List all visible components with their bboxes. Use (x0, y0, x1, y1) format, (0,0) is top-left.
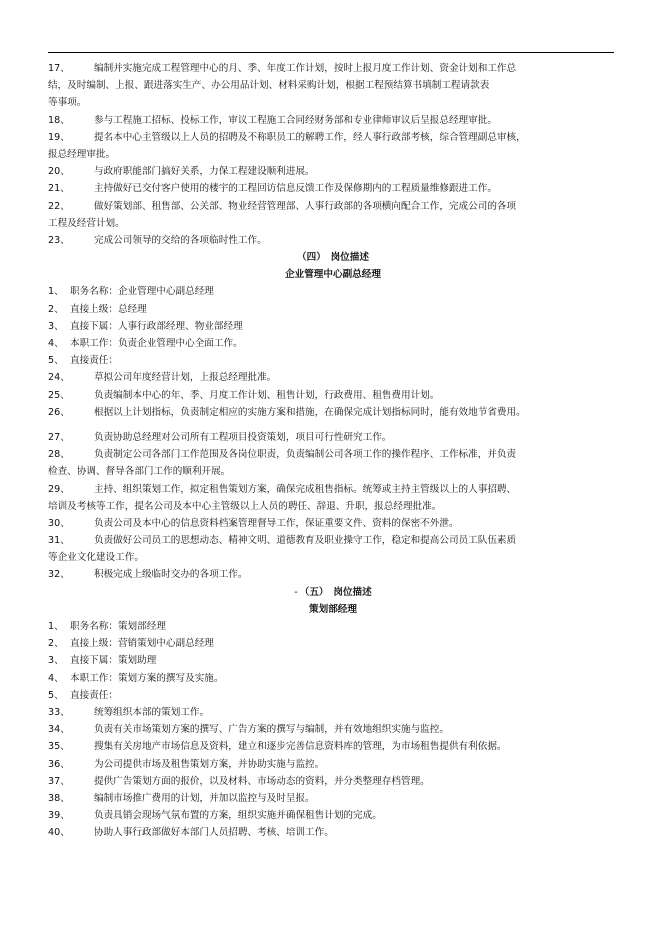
item-text: 提供广告策划方面的报价，以及材料、市场动态的资料，并分类整理存档管理。 (94, 775, 430, 787)
duty-item (48, 112, 618, 129)
info-number: 1、 (48, 286, 64, 298)
info-number: 3、 (48, 320, 64, 332)
header-rule (48, 52, 614, 53)
duty-item (48, 790, 618, 807)
duty-item-continuation (48, 94, 618, 111)
item-text: 编制并实施完成工程管理中心的月、季、年度工作计划，按时上报月度工作计划、资金计划和工作总 (94, 63, 517, 74)
duty-item (48, 387, 618, 404)
item-text: 培训及考核等工作，提名公司及本中心主管级以上人员的聘任、辞退、升职，报总经理批准。 (48, 500, 442, 512)
position-title (48, 266, 618, 283)
item-text: 负责编制本中心的年、季、月度工作计划、租售计划，行政费用、租售费用计划。 (94, 389, 440, 401)
item-number: 37、 (48, 775, 70, 787)
item-number: 23、 (48, 234, 70, 246)
section-heading (48, 249, 618, 266)
info-number: 2、 (48, 303, 64, 315)
item-text: 完成公司领导的交给的各项临时性工作。 (94, 234, 267, 246)
info-number: 4、 (48, 338, 64, 349)
item-number: 35、 (48, 741, 70, 753)
duty-item (48, 515, 618, 532)
duty-item (48, 756, 618, 773)
duty-item (48, 232, 618, 249)
duty-item (48, 532, 618, 549)
item-number: 34、 (48, 724, 70, 736)
duty-item (48, 129, 618, 146)
info-number: 5、 (48, 355, 64, 367)
info-text: 直接下属：人事行政部经理、物业部经理 (70, 320, 243, 332)
duty-item (48, 163, 618, 180)
item-text: 负责做好公司员工的思想动态、精神文明、道德教育及职业操守工作，稳定和提高公司员工队伍素质 (94, 535, 517, 547)
duty-item (48, 180, 618, 197)
section-heading (48, 584, 618, 601)
item-text: 负责有关市场策划方案的撰写、广告方案的撰写与编制，并有效地组织实施与监控。 (94, 724, 449, 736)
duty-item (48, 807, 618, 824)
item-text: 主持、组织策划工作，拟定租售策划方案，确保完成租售指标。统筹或主持主管级以上的人事招聘、 (94, 483, 517, 495)
info-text: 直接上级：总经理 (70, 303, 147, 315)
item-text: 提名本中心主管级以上人员的招聘及不称职员工的解聘工作，经人事行政部考核，综合管理副总审核， (94, 131, 526, 143)
item-text: 等企业文化建设工作。 (48, 552, 144, 564)
duty-item (48, 566, 618, 583)
item-text: 统筹组织本部的策划工作。 (94, 706, 210, 718)
info-text: 职务名称：策划部经理 (70, 621, 166, 632)
info-line (48, 352, 618, 369)
info-line (48, 618, 618, 635)
position-title-text: 策划部经理 (309, 603, 357, 615)
duty-item (48, 429, 618, 446)
position-title (48, 601, 618, 618)
item-number: 22、 (48, 200, 70, 212)
item-text: 主持做好已交付客户使用的楼宇的工程回访信息反馈工作及保修期内的工程质量维修跟进工作。 (94, 183, 497, 195)
item-text: 积极完成上级临时交办的各项工作。 (94, 569, 248, 581)
duty-item (48, 60, 618, 77)
duty-item-continuation (48, 215, 618, 232)
item-number: 31、 (48, 535, 70, 547)
info-text: 直接下属：策划助理 (70, 655, 157, 667)
info-text: 直接上级：营销策划中心副总经理 (70, 638, 214, 650)
item-number: 20、 (48, 166, 70, 178)
info-number: 3、 (48, 655, 64, 667)
info-line (48, 283, 618, 300)
info-text: 直接责任： (70, 355, 118, 367)
section-heading-text: （五） 岗位描述 (299, 586, 372, 598)
duty-item (48, 773, 618, 790)
info-line (48, 301, 618, 318)
info-line (48, 335, 618, 352)
info-number: 1、 (48, 621, 64, 632)
info-line (48, 635, 618, 652)
duty-item (48, 824, 618, 841)
item-number: 27、 (48, 431, 70, 443)
item-number: 29、 (48, 483, 70, 495)
duty-item-continuation (48, 549, 618, 566)
spacer (48, 421, 618, 429)
item-text: 等事项。 (48, 97, 87, 109)
item-number: 17、 (48, 63, 70, 74)
document-body (48, 60, 618, 841)
item-text: 编制市场推广费用的计划，并加以监控与及时呈报。 (94, 792, 315, 804)
item-text: 负责协助总经理对公司所有工程项目投资策划，项目可行性研究工作。 (94, 431, 392, 443)
info-number: 4、 (48, 672, 64, 684)
info-line (48, 652, 618, 669)
item-text: 草拟公司年度经营计划，上报总经理批准。 (94, 372, 277, 384)
duty-item-continuation (48, 498, 618, 515)
duty-item (48, 404, 618, 421)
info-text: 直接责任： (70, 689, 118, 701)
item-number: 30、 (48, 517, 70, 529)
info-text: 本职工作：策划方案的撰写及实施。 (70, 672, 224, 684)
item-number: 18、 (48, 114, 70, 126)
item-text: 负责具销会现场气氛布置的方案，组织实施并确保租售计划的完成。 (94, 810, 382, 822)
duty-item-continuation (48, 77, 618, 94)
item-number: 24、 (48, 372, 70, 384)
item-number: 33、 (48, 706, 70, 718)
item-text: 负责公司及本中心的信息资料档案管理督导工作，保证重要文件、资料的保密不外泄。 (94, 517, 459, 529)
item-number: 19、 (48, 131, 70, 143)
item-text: 做好策划部、租售部、公关部、物业经营管理部、人事行政部的各项横向配合工作，完成公司的各项 (94, 200, 517, 212)
section-mark: - (294, 586, 298, 598)
item-text: 与政府职能部门搞好关系，力保工程建设顺利进展。 (94, 166, 315, 178)
item-text: 协助人事行政部做好本部门人员招聘、考核、培训工作。 (94, 827, 334, 839)
section-heading-text: （四） 岗位描述 (297, 252, 369, 264)
item-text: 报总经理审批。 (48, 148, 116, 160)
duty-item (48, 704, 618, 721)
item-number: 26、 (48, 406, 70, 418)
item-text: 参与工程施工招标、投标工作，审议工程施工合同经财务部和专业律师审议后呈报总经理审批。 (94, 114, 497, 126)
item-text: 检查、协调、督导各部门工作的顺利开展。 (48, 466, 231, 478)
item-text: 搜集有关房地产市场信息及资料，建立和逐步完善信息资料库的管理，为市场租售提供有利依据。 (94, 741, 507, 753)
duty-item (48, 481, 618, 498)
item-text: 结，及时编制、上报、跟进落实生产、办公用品计划、材料采购计划，根据工程预结算书填制工程请款表 (48, 80, 490, 92)
duty-item (48, 738, 618, 755)
item-number: 32、 (48, 569, 70, 581)
item-number: 40、 (48, 827, 70, 839)
item-number: 21、 (48, 183, 70, 195)
item-number: 36、 (48, 758, 70, 770)
duty-item (48, 369, 618, 386)
duty-item (48, 721, 618, 738)
duty-item (48, 446, 618, 463)
info-line (48, 687, 618, 704)
info-number: 5、 (48, 689, 64, 701)
duty-item (48, 198, 618, 215)
info-line (48, 670, 618, 687)
duty-item-continuation (48, 146, 618, 163)
item-text: 根据以上计划指标，负责制定相应的实施方案和措施，在确保完成计划指标同时，能有效地节省费用。 (94, 406, 526, 418)
item-number: 28、 (48, 449, 70, 461)
item-text: 负责制定公司各部门工作范围及各岗位职责，负责编制公司各项工作的操作程序、工作标准，并负责 (94, 449, 517, 461)
item-text: 工程及经营计划。 (48, 217, 125, 229)
duty-item-continuation (48, 463, 618, 480)
item-number: 38、 (48, 792, 70, 804)
info-text: 职务名称：企业管理中心副总经理 (70, 286, 214, 298)
info-text: 本职工作：负责企业管理中心全面工作。 (70, 338, 243, 349)
item-text: 为公司提供市场及租售策划方案，并协助实施与监控。 (94, 758, 325, 770)
position-title-text: 企业管理中心副总经理 (285, 269, 381, 281)
info-number: 2、 (48, 638, 64, 650)
info-line (48, 318, 618, 335)
item-number: 39、 (48, 810, 70, 822)
item-number: 25、 (48, 389, 70, 401)
